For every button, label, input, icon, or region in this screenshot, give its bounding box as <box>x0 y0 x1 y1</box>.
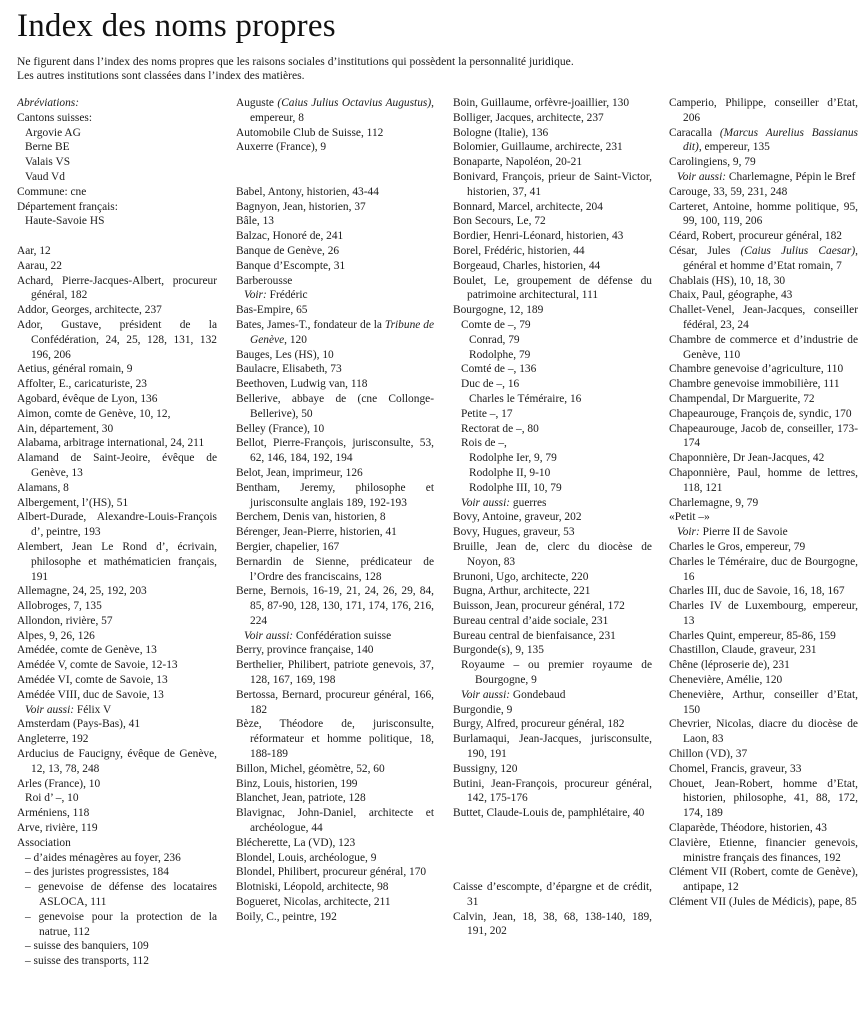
index-entry: Chaponnière, Paul, homme de lettres, 118, 121 <box>669 466 858 494</box>
index-entry: Borgeaud, Charles, historien, 44 <box>453 259 601 272</box>
see-target: Pierre II de Savoie <box>702 526 788 539</box>
index-entry: Chêne (léproserie de), 231 <box>669 659 790 672</box>
index-entry: Blondel, Philibert, procureur général, 170 <box>236 866 427 879</box>
see-also <box>17 703 217 718</box>
see-also-target: Félix V <box>76 703 112 716</box>
abbreviation-line: Valais VS <box>25 156 71 169</box>
index-entry: Achard, Pierre-Jacques-Albert, procureur général, 182 <box>17 274 217 302</box>
index-entry: Blondel, Louis, archéologue, 9 <box>236 851 377 864</box>
see-also-label: Voir aussi: <box>461 688 511 701</box>
index-entry: Burlamaqui, Jean-Jacques, jurisconsulte, 190, 191 <box>453 733 652 761</box>
index-entry: Alamand de Saint-Jeoire, évêque de Genève, 13 <box>17 452 217 479</box>
abbreviation-line: Vaud Vd <box>25 170 65 183</box>
abbreviation-line: Département français: <box>17 200 118 213</box>
see-also-target: guerres <box>512 496 547 509</box>
index-entry: Chaponnière, Dr Jean-Jacques, 42 <box>669 452 825 465</box>
index-entry: Banque de Genève, 26 <box>236 244 340 257</box>
index-entry: Charles le Gros, empereur, 79 <box>669 540 806 553</box>
see-also-label: Voir aussi: <box>461 496 511 509</box>
abbreviation-line: Argovie AG <box>25 126 81 139</box>
index-entry: Challet-Venel, Jean-Jacques, conseiller fédéral, 23, 24 <box>669 304 858 331</box>
index-entry: Bellerive, abbaye de (cne Collonge-Bellerive), 50 <box>236 392 434 420</box>
entry-italic: (Caius Julius Caesar) <box>740 244 856 257</box>
see-label: Voir: <box>244 289 267 302</box>
index-entry: Albert-Durade, Alexandre-Louis-François d’, peintre, 193 <box>17 511 217 539</box>
index-entry: Belot, Jean, imprimeur, 126 <box>236 466 363 479</box>
index-entry: Albergement, l’(HS), 51 <box>17 496 129 509</box>
index-entry: Bureau central d’aide sociale, 231 <box>453 614 609 627</box>
index-entry: Bruille, Jean de, clerc du diocèse de Noyon, 83 <box>453 540 652 568</box>
page-title: Index des noms propres <box>17 8 336 44</box>
index-entry: Chaix, Paul, géographe, 43 <box>669 289 793 302</box>
entry-italic: Tribune de Genève <box>250 318 434 346</box>
index-entry: Champendal, Dr Marguerite, 72 <box>669 392 815 405</box>
index-entry: Bonaparte, Napoléon, 20-21 <box>453 156 583 169</box>
index-entry: Buttet, Claude-Louis de, pamphlétaire, 40 <box>453 807 645 820</box>
abbreviations-heading: Abréviations: <box>17 97 80 109</box>
abbreviation-line: Cantons suisses: <box>17 111 92 124</box>
index-entry: Alabama, arbitrage international, 24, 211 <box>17 437 205 450</box>
index-entry: Amédée VI, comte de Savoie, 13 <box>17 674 168 687</box>
index-entry: Arve, rivière, 119 <box>17 822 98 835</box>
see-also <box>669 170 858 185</box>
index-entry: Charles Quint, empereur, 85-86, 159 <box>669 629 836 642</box>
index-entry: Bon Secours, Le, 72 <box>453 215 546 228</box>
index-entry: Bentham, Jeremy, philosophe et jurisconsulte anglais 189, 192-193 <box>236 481 434 509</box>
entry-rest: , 120 <box>284 333 307 346</box>
sub-entry: Comté de –, 136 <box>461 363 537 376</box>
index-entry: Chapeaurouge, François de, syndic, 170 <box>669 407 852 420</box>
index-entry: Alembert, Jean Le Rond d’, écrivain, philosophe et mathématicien français, 191 <box>17 540 217 583</box>
sub-entry: Royaume – ou premier royaume de Bourgogne, 9 <box>461 659 652 687</box>
index-entry: Brunoni, Ugo, architecte, 220 <box>453 570 589 583</box>
index-entry: – genevoise pour la protection de la natrue, 112 <box>25 910 217 938</box>
index-entry: Blotniski, Léopold, architecte, 98 <box>236 881 389 894</box>
sub-entry: Rodolphe III, 10, 79 <box>469 481 562 494</box>
sub-entry: Comte de –, 79 <box>461 318 531 331</box>
index-column-1 <box>17 96 217 969</box>
index-entry: Chenevière, Amélie, 120 <box>669 674 783 687</box>
index-entry: Bâle, 13 <box>236 215 274 228</box>
index-entry: Baulacre, Elisabeth, 73 <box>236 363 342 376</box>
index-entry: Clément VII (Jules de Médicis), pape, 85 <box>669 896 857 909</box>
index-entry: Berry, province française, 140 <box>236 644 374 657</box>
entry-name: Caracalla <box>669 126 720 139</box>
sub-entry: Rodolphe, 79 <box>469 348 531 361</box>
index-entry: Carteret, Antoine, homme politique, 95, 99, 100, 119, 206 <box>669 200 858 228</box>
entry-rest: , empereur, 135 <box>698 141 770 154</box>
sub-entry: Rodolphe II, 9-10 <box>469 466 551 479</box>
index-entry: Aetius, général romain, 9 <box>17 363 133 376</box>
index-entry: Carouge, 33, 59, 231, 248 <box>669 185 788 198</box>
index-entry: Babel, Antony, historien, 43-44 <box>236 185 379 198</box>
entry-list <box>236 643 434 924</box>
index-entry: Belley (France), 10 <box>236 422 325 435</box>
sub-entry: Petite –, 17 <box>461 407 513 420</box>
see-also-target: Gondebaud <box>512 688 566 701</box>
index-entry: Berne, Bernois, 16-19, 21, 24, 26, 29, 84, 85, 87-90, 128, 130, 171, 174, 176, 216, 224 <box>236 585 434 627</box>
index-entry: Angleterre, 192 <box>17 733 89 746</box>
index-entry: Ador, Gustave, président de la Confédération, 24, 25, 128, 131, 132 196, 206 <box>17 318 217 361</box>
index-entry: Roi d’ –, 10 <box>25 792 79 805</box>
sub-entry-list <box>453 318 652 496</box>
index-entry: Bovy, Hugues, graveur, 53 <box>453 526 575 539</box>
index-entry: Buisson, Jean, procureur général, 172 <box>453 600 625 613</box>
index-entry: Chevrier, Nicolas, diacre du diocèse de Laon, 83 <box>669 718 858 746</box>
index-entry: Charlemagne, 9, 79 <box>669 496 759 509</box>
sub-entry: Rectorat de –, 80 <box>461 422 539 435</box>
index-entry: Chambre genevoise immobilière, 111 <box>669 378 840 391</box>
index-entry <box>669 126 858 156</box>
entry-list <box>17 244 217 703</box>
index-entry: Alamans, 8 <box>17 481 69 494</box>
index-entry: Bauges, Les (HS), 10 <box>236 348 334 361</box>
index-entry: Bernardin de Sienne, prédicateur de l’Ordre des franciscains, 128 <box>236 555 434 583</box>
intro-line: Ne figurent dans l’index des noms propres que les raisons sociales d’institutions qui possèdent la personnalité juridique. <box>17 55 574 68</box>
index-column-2 <box>236 96 434 925</box>
see-also <box>236 629 434 644</box>
index-entry: Bovy, Antoine, graveur, 202 <box>453 511 582 524</box>
index-entry: – des juristes progressistes, 184 <box>25 866 169 879</box>
index-entry: Charles le Téméraire, duc de Bourgogne, 16 <box>669 555 858 583</box>
abbreviation-line: Berne BE <box>25 141 70 154</box>
index-entry: Affolter, E., caricaturiste, 23 <box>17 378 147 391</box>
entry-list <box>236 126 434 156</box>
index-column-3 <box>453 96 652 939</box>
index-entry: Chomel, Francis, graveur, 33 <box>669 762 802 775</box>
index-entry: Aarau, 22 <box>17 259 62 272</box>
index-entry: Burgonde(s), 9, 135 <box>453 644 544 657</box>
sub-entry: Rodolphe Ier, 9, 79 <box>469 452 557 465</box>
entry-list <box>453 703 652 821</box>
see-also-target: Confédération suisse <box>295 629 392 642</box>
spacer <box>236 155 434 185</box>
index-entry: Burgy, Alfred, procureur général, 182 <box>453 718 625 731</box>
entry-list <box>236 348 434 629</box>
entry-list <box>669 185 858 244</box>
index-entry: Boin, Guillaume, orfèvre-joaillier, 130 <box>453 97 630 109</box>
index-entry: Bèze, Théodore de, jurisconsulte, réformateur et homme politique, 18, 188-189 <box>236 718 434 761</box>
index-entry: Boulet, Le, groupement de défense du patrimoine architectural, 111 <box>453 274 652 302</box>
index-entry: Arducius de Faucigny, évêque de Genève, 12, 13, 78, 248 <box>17 748 217 775</box>
index-entry: Bergier, chapelier, 167 <box>236 540 340 553</box>
index-entry: – d’aides ménagères au foyer, 236 <box>25 851 181 864</box>
see-also <box>453 688 652 703</box>
index-entry: Ain, département, 30 <box>17 422 114 435</box>
index-entry: Bérenger, Jean-Pierre, historien, 41 <box>236 526 397 539</box>
index-entry: Allemagne, 24, 25, 192, 203 <box>17 585 147 598</box>
entry-name: Auguste <box>236 97 274 109</box>
index-entry: Arméniens, 118 <box>17 807 90 820</box>
index-entry: Amédée, comte de Genève, 13 <box>17 644 157 657</box>
entry-name: César, Jules <box>669 244 741 257</box>
index-entry: Alpes, 9, 26, 126 <box>17 629 95 642</box>
sub-entry: Rois de –, <box>461 437 507 450</box>
index-entry: Bussigny, 120 <box>453 762 518 775</box>
index-entry: Bordier, Henri-Léonard, historien, 43 <box>453 230 624 243</box>
entry-list <box>236 185 434 289</box>
index-entry: – suisse des banquiers, 109 <box>25 940 149 953</box>
index-entry: – genevoise de défense des locataires ASLOCA, 111 <box>25 881 217 909</box>
entry-list <box>669 540 858 910</box>
entry-name: Bates, James-T., fondateur de la <box>236 318 385 331</box>
sub-entry: Duc de –, 16 <box>461 378 520 391</box>
entry-list <box>669 96 858 126</box>
index-entry: Berthelier, Philibert, patriote genevois, 37, 128, 167, 169, 198 <box>236 659 434 687</box>
index-entry: Blécherette, La (VD), 123 <box>236 836 356 849</box>
index-entry: Amsterdam (Pays-Bas), 41 <box>17 718 141 731</box>
index-entry: Chillon (VD), 37 <box>669 748 748 761</box>
entry-list <box>17 717 217 969</box>
index-entry: – suisse des transports, 112 <box>25 955 149 968</box>
see-reference <box>236 288 434 303</box>
index-column-4 <box>669 96 858 1024</box>
entry-list <box>669 274 858 526</box>
entry-list <box>453 880 652 939</box>
index-entry: Amédée VIII, duc de Savoie, 13 <box>17 688 164 701</box>
index-entry: Addor, Georges, architecte, 237 <box>17 304 162 317</box>
index-entry <box>669 244 858 274</box>
index-entry: Auxerre (France), 9 <box>236 141 327 154</box>
index-entry: Charles III, duc de Savoie, 16, 18, 167 <box>669 585 845 598</box>
index-entry: Burgondie, 9 <box>453 703 513 716</box>
see-also-label: Voir aussi: <box>677 170 727 183</box>
index-entry: Chambre genevoise d’agriculture, 110 <box>669 363 844 376</box>
index-entry: Automobile Club de Suisse, 112 <box>236 126 384 139</box>
sub-entry: Charles le Téméraire, 16 <box>469 392 582 405</box>
index-entry: Binz, Louis, historien, 199 <box>236 777 358 790</box>
index-entry: Bas-Empire, 65 <box>236 304 308 317</box>
index-entry: Céard, Robert, procureur général, 182 <box>669 230 843 243</box>
index-entry: Amédée V, comte de Savoie, 12-13 <box>17 659 178 672</box>
index-entry: Blanchet, Jean, patriote, 128 <box>236 792 366 805</box>
index-entry <box>236 318 434 348</box>
index-entry: Banque d’Escompte, 31 <box>236 259 346 272</box>
index-entry: Bogueret, Nicolas, architecte, 211 <box>236 896 391 909</box>
spacer <box>17 229 217 244</box>
entry-italic: (Caius Julius Octavius Augustus) <box>277 97 432 109</box>
index-entry: Allobroges, 7, 135 <box>17 600 102 613</box>
index-entry: Aimon, comte de Genève, 10, 12, <box>17 407 171 420</box>
index-entry: Association <box>17 836 71 849</box>
index-entry: «Petit –» <box>669 511 710 524</box>
abbreviations-list <box>17 111 217 229</box>
entry-rest: , général et homme d’Etat romain, 7 <box>683 244 858 272</box>
index-entry: Allondon, rivière, 57 <box>17 614 113 627</box>
index-entry: Aar, 12 <box>17 244 51 257</box>
index-entry: Bolomier, Guillaume, archirecte, 231 <box>453 141 623 154</box>
index-entry: Bonivard, François, prieur de Saint-Victor, historien, 37, 41 <box>453 170 652 198</box>
see-also-target: Charlemagne, Pépin le Bref <box>728 170 856 183</box>
index-entry: Billon, Michel, géomètre, 52, 60 <box>236 762 385 775</box>
index-entry: Arles (France), 10 <box>17 777 101 790</box>
see-also <box>453 496 652 511</box>
entry-list <box>236 303 434 318</box>
index-entry: Bugna, Arthur, architecte, 221 <box>453 585 591 598</box>
index-entry: Bolliger, Jacques, architecte, 237 <box>453 111 604 124</box>
index-entry: Balzac, Honoré de, 241 <box>236 230 344 243</box>
index-entry: Chapeaurouge, Jacob de, conseiller, 173-174 <box>669 422 858 450</box>
index-entry: Bureau central de bienfaisance, 231 <box>453 629 616 642</box>
index-entry: Blavignac, John-Daniel, architecte et archéologue, 44 <box>236 807 434 835</box>
index-entry: Calvin, Jean, 18, 38, 68, 138-140, 189, 191, 202 <box>453 910 652 938</box>
intro-line: Les autres institutions sont classées dans l’index des matières. <box>17 69 305 82</box>
index-entry: Beethoven, Ludwig van, 118 <box>236 378 368 391</box>
index-entry: Charles IV de Luxembourg, empereur, 13 <box>669 600 858 627</box>
entry-rest: , empereur, 8 <box>250 97 434 124</box>
index-entry <box>236 96 434 126</box>
index-entry: Caisse d’escompte, d’épargne et de crédit, 31 <box>453 881 652 908</box>
index-entry: Bellot, Pierre-François, jurisconsulte, 53, 62, 146, 184, 192, 194 <box>236 437 434 465</box>
see-reference <box>669 525 858 540</box>
index-entry: Clément VII (Robert, comte de Genève), antipape, 12 <box>669 866 858 894</box>
see-label: Voir: <box>677 526 700 539</box>
index-entry: Chastillon, Claude, graveur, 231 <box>669 644 817 657</box>
see-also-label: Voir aussi: <box>25 703 75 716</box>
index-entry: Camperio, Philippe, conseiller d’Etat, 206 <box>669 97 858 124</box>
index-entry: Claparède, Théodore, historien, 43 <box>669 822 827 835</box>
index-entry: Borel, Frédéric, historien, 44 <box>453 244 585 257</box>
index-entry: Chouet, Jean-Robert, homme d’Etat, historien, philosophe, 41, 88, 172, 174, 189 <box>669 777 858 820</box>
index-entry: Carolingiens, 9, 79 <box>669 156 756 169</box>
index-entry: Butini, Jean-François, procureur général, 142, 175-176 <box>453 777 652 805</box>
index-entry: Berchem, Denis van, historien, 8 <box>236 511 386 524</box>
index-entry: Bagnyon, Jean, historien, 37 <box>236 200 366 213</box>
index-entry: Chenevière, Arthur, conseiller d’Etat, 150 <box>669 688 858 716</box>
sub-entry: Conrad, 79 <box>469 333 520 346</box>
index-entry: Clavière, Etienne, financier genevois, ministre français des finances, 192 <box>669 836 858 864</box>
abbreviation-line: Haute-Savoie HS <box>25 215 105 228</box>
index-entry: Chambre de commerce et d’industrie de Genève, 110 <box>669 333 858 361</box>
abbreviation-line: Commune: cne <box>17 185 87 198</box>
index-entry: Bonnard, Marcel, architecte, 204 <box>453 200 603 213</box>
index-entry: Chablais (HS), 10, 18, 30 <box>669 274 786 287</box>
index-entry: Boily, C., peintre, 192 <box>236 910 337 923</box>
see-also-label: Voir aussi: <box>244 629 294 642</box>
index-entry: Bertossa, Bernard, procureur général, 166, 182 <box>236 688 434 716</box>
intro-note <box>17 55 857 83</box>
index-entry: Bourgogne, 12, 189 <box>453 304 544 317</box>
spacer <box>453 821 652 880</box>
entry-italic: (Marcus Aurelius Bassianus dit) <box>683 126 858 154</box>
entry-list <box>453 510 652 658</box>
index-entry: Bologne (Italie), 136 <box>453 126 549 139</box>
entry-list <box>453 96 652 318</box>
index-entry: Barberousse <box>236 274 293 287</box>
see-target: Frédéric <box>269 289 308 302</box>
index-entry: Agobard, évêque de Lyon, 136 <box>17 392 158 405</box>
